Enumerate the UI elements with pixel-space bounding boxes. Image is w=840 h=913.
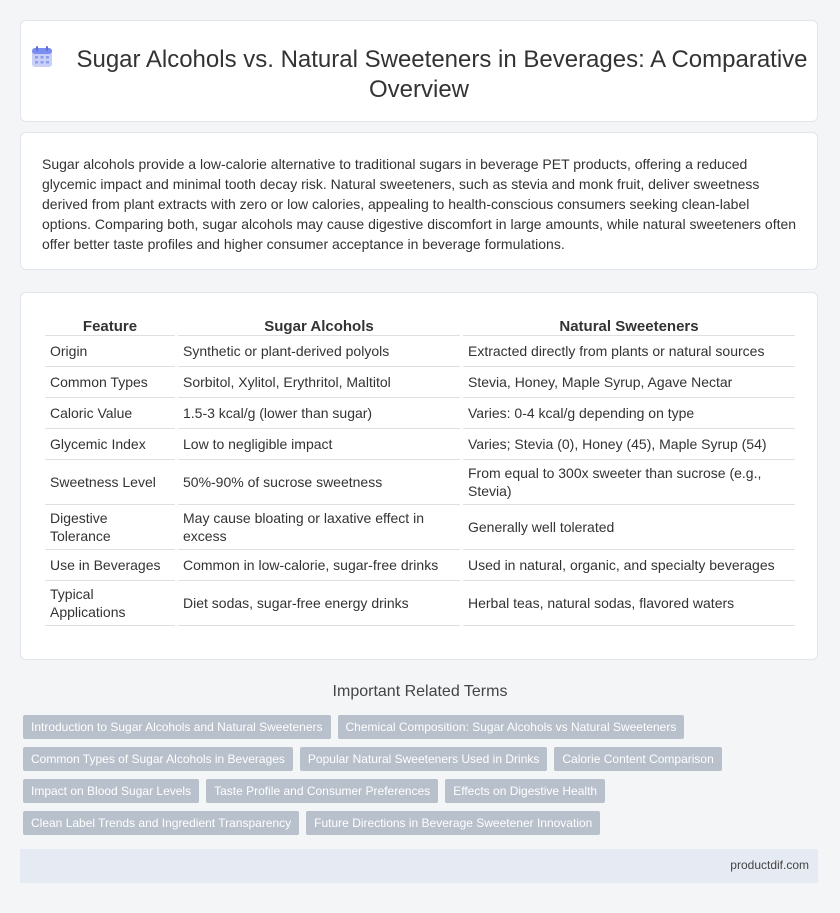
related-term-tag[interactable]: Popular Natural Sweeteners Used in Drinks	[300, 747, 547, 771]
sugar-alcohols-cell: 1.5-3 kcal/g (lower than sugar)	[178, 398, 460, 429]
table-row	[45, 429, 795, 460]
comparison-table-card	[20, 292, 818, 660]
tag-row	[23, 811, 823, 835]
natural-sweeteners-cell: Varies; Stevia (0), Honey (45), Maple Syrup (54)	[463, 429, 795, 460]
sugar-alcohols-cell: May cause bloating or laxative effect in excess	[178, 505, 460, 550]
natural-sweeteners-cell: From equal to 300x sweeter than sucrose (e.g., Stevia)	[463, 460, 795, 505]
natural-sweeteners-cell: Extracted directly from plants or natural sources	[463, 336, 795, 367]
table-row	[45, 336, 795, 367]
sugar-alcohols-cell: Synthetic or plant-derived polyols	[178, 336, 460, 367]
feature-cell: Digestive Tolerance	[45, 505, 175, 550]
related-term-tag[interactable]: Effects on Digestive Health	[445, 779, 605, 803]
footer-brand[interactable]: productdif.com	[730, 858, 809, 872]
feature-cell: Common Types	[45, 367, 175, 398]
header-sugar-alcohols: Sugar Alcohols	[178, 315, 460, 336]
calendar-icon	[30, 45, 54, 69]
related-term-tag[interactable]: Taste Profile and Consumer Preferences	[206, 779, 438, 803]
related-term-tag[interactable]: Impact on Blood Sugar Levels	[23, 779, 199, 803]
related-term-tag[interactable]: Common Types of Sugar Alcohols in Beverages	[23, 747, 293, 771]
intro-paragraph: Sugar alcohols provide a low-calorie alternative to traditional sugars in beverage PET products, offering a reduced glycemic impact and minimal tooth decay risk. Natural sweeteners, such as stevia and monk fruit, deliver sweetness derived from plant extracts with zero or low calories, appealing to health-conscious consumers seeking clean-label options. Comparing both, sugar alcohols may cause digestive discomfort in large amounts, while natural sweeteners often offer better taste profiles and higher consumer acceptance in beverage formulations.	[42, 156, 797, 252]
sugar-alcohols-cell: Low to negligible impact	[178, 429, 460, 460]
sugar-alcohols-cell: Diet sodas, sugar-free energy drinks	[178, 581, 460, 626]
header-feature: Feature	[45, 315, 175, 336]
page-title	[21, 45, 817, 105]
related-term-tag[interactable]: Calorie Content Comparison	[554, 747, 721, 771]
header-natural-sweeteners: Natural Sweeteners	[463, 315, 795, 336]
related-term-tag[interactable]: Clean Label Trends and Ingredient Transparency	[23, 811, 299, 835]
table-row	[45, 550, 795, 581]
sugar-alcohols-cell: Common in low-calorie, sugar-free drinks	[178, 550, 460, 581]
related-term-tag[interactable]: Future Directions in Beverage Sweetener Innovation	[306, 811, 600, 835]
feature-cell: Caloric Value	[45, 398, 175, 429]
natural-sweeteners-cell: Used in natural, organic, and specialty beverages	[463, 550, 795, 581]
tag-row	[23, 715, 823, 739]
tag-row	[23, 779, 823, 803]
footer-bar	[20, 849, 818, 883]
table-row	[45, 367, 795, 398]
table-header-row	[45, 315, 795, 336]
natural-sweeteners-cell: Herbal teas, natural sodas, flavored waters	[463, 581, 795, 626]
intro-card	[20, 132, 818, 270]
natural-sweeteners-cell: Varies: 0-4 kcal/g depending on type	[463, 398, 795, 429]
table-row	[45, 398, 795, 429]
sugar-alcohols-cell: 50%-90% of sucrose sweetness	[178, 460, 460, 505]
page-title-text: Sugar Alcohols vs. Natural Sweeteners in Beverages: A Comparative Overview	[76, 46, 808, 103]
related-terms-heading: Important Related Terms	[332, 683, 508, 700]
related-terms-list	[23, 715, 823, 843]
related-term-tag[interactable]: Introduction to Sugar Alcohols and Natural Sweeteners	[23, 715, 331, 739]
feature-cell: Glycemic Index	[45, 429, 175, 460]
feature-cell: Origin	[45, 336, 175, 367]
natural-sweeteners-cell: Generally well tolerated	[463, 505, 795, 550]
natural-sweeteners-cell: Stevia, Honey, Maple Syrup, Agave Nectar	[463, 367, 795, 398]
feature-cell: Use in Beverages	[45, 550, 175, 581]
title-card	[20, 20, 818, 122]
table-row	[45, 505, 795, 550]
sugar-alcohols-cell: Sorbitol, Xylitol, Erythritol, Maltitol	[178, 367, 460, 398]
feature-cell: Typical Applications	[45, 581, 175, 626]
related-term-tag[interactable]: Chemical Composition: Sugar Alcohols vs Natural Sweeteners	[338, 715, 685, 739]
table-row	[45, 460, 795, 505]
tag-row	[23, 747, 823, 771]
feature-cell: Sweetness Level	[45, 460, 175, 505]
table-row	[45, 581, 795, 626]
comparison-table	[42, 315, 798, 626]
